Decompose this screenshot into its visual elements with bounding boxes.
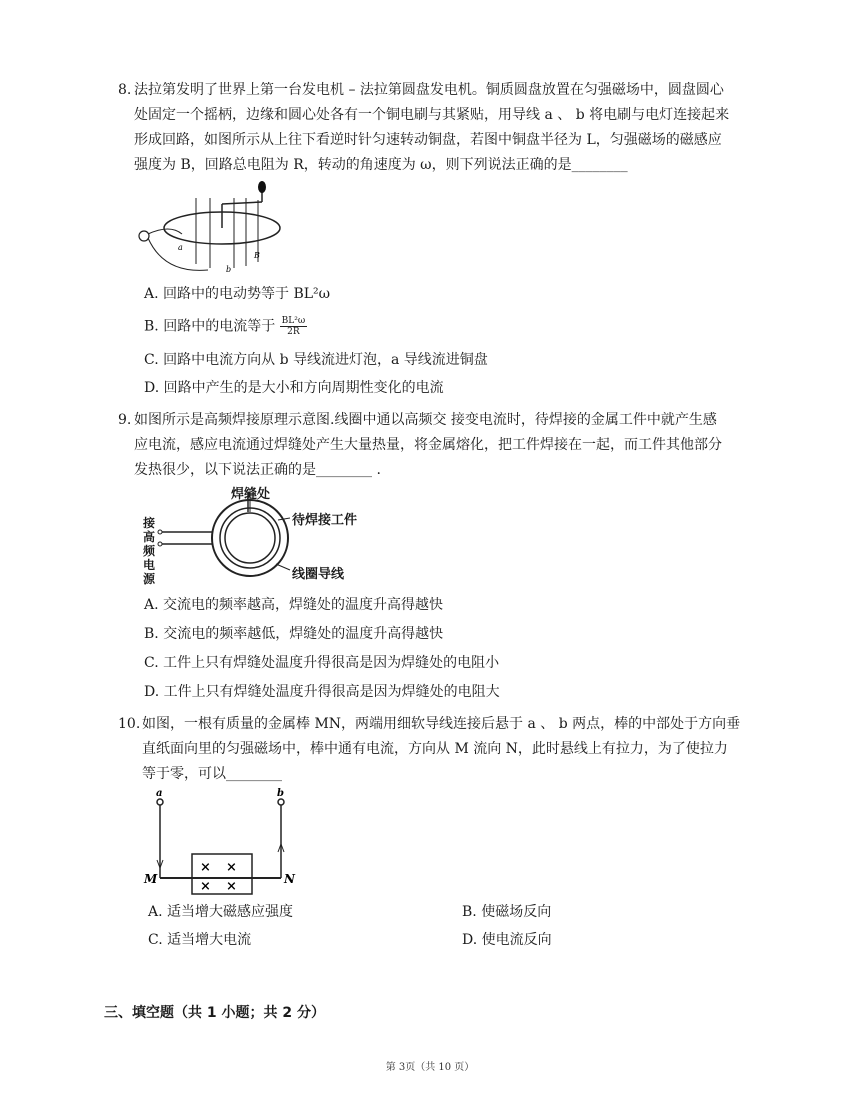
q10-option-c[interactable]: C. 适当增大电流 bbox=[148, 932, 252, 948]
fraction-numerator: BL²ω bbox=[281, 316, 306, 326]
option-b-prefix: B. 回路中的电流等于 bbox=[144, 318, 276, 335]
question-text-line: 法拉第发明了世界上第一台发电机 – 法拉第圆盘发电机。铜质圆盘放置在匀强磁场中，圆盘圆心 bbox=[134, 82, 724, 98]
question-8 bbox=[120, 78, 760, 178]
q10-option-a[interactable]: A. 适当增大磁感应强度 bbox=[148, 904, 294, 920]
label-a: a bbox=[178, 243, 183, 252]
cross-icon: × bbox=[226, 879, 237, 894]
cross-icon: × bbox=[226, 860, 237, 875]
section-heading: 三、填空题（共 1 小题；共 2 分） bbox=[104, 1005, 325, 1021]
q8-option-d[interactable]: D. 回路中产生的是大小和方向周期性变化的电流 bbox=[144, 380, 444, 396]
question-10 bbox=[120, 712, 760, 787]
question-number: 9. bbox=[118, 412, 132, 428]
question-text-line: 直纸面向里的匀强磁场中，棒中通有电流，方向从 M 流向 N，此时悬线上有拉力，为了使拉力 bbox=[142, 741, 728, 757]
faraday-disc-figure bbox=[134, 178, 284, 278]
cross-icon: × bbox=[200, 860, 211, 875]
q9-option-c[interactable]: C. 工件上只有焊缝处温度升得很高是因为焊缝处的电阻小 bbox=[144, 655, 500, 671]
q8-option-b[interactable] bbox=[144, 316, 307, 337]
label-weld: 焊缝处 bbox=[231, 487, 271, 502]
label-workpiece: 待焊接工件 bbox=[292, 513, 358, 528]
question-text-line: 如图所示是高频焊接原理示意图.线圈中通以高频交 接变电流时，待焊接的金属工件中就产生感 bbox=[134, 412, 717, 428]
fraction-denominator: 2R bbox=[287, 327, 300, 337]
question-number: 10. bbox=[118, 716, 141, 732]
q9-option-d[interactable]: D. 工件上只有焊缝处温度升得很高是因为焊缝处的电阻大 bbox=[144, 684, 500, 700]
question-text-line: 处固定一个摇柄，边缘和圆心处各有一个铜电刷与其紧贴，用导线 a 、 b 将电刷与电灯连接起来 bbox=[134, 107, 730, 123]
label-b: b bbox=[277, 788, 284, 799]
q8-option-c[interactable]: C. 回路中电流方向从 b 导线流进灯泡，a 导线流进铜盘 bbox=[144, 352, 488, 368]
q9-option-a[interactable]: A. 交流电的频率越高，焊缝处的温度升高得越快 bbox=[144, 597, 444, 613]
metal-rod-figure bbox=[140, 786, 310, 896]
label-b: b bbox=[226, 265, 232, 274]
cross-icon: × bbox=[200, 879, 211, 894]
question-text-line: 如图，一根有质量的金属棒 MN，两端用细软导线连接后悬于 a 、 b 两点，棒的中部处于方向垂 bbox=[142, 716, 741, 732]
question-text-line: 应电流，感应电流通过焊缝处产生大量热量，将金属熔化，把工件焊接在一起，而工件其他部分 bbox=[134, 437, 722, 453]
question-9 bbox=[120, 408, 760, 483]
question-text-line: 等于零，可以________ bbox=[142, 766, 282, 782]
label-M: M bbox=[144, 872, 158, 886]
q9-option-b[interactable]: B. 交流电的频率越低，焊缝处的温度升高得越快 bbox=[144, 626, 444, 642]
page-footer: 第 3页（共 10 页） bbox=[385, 1062, 475, 1073]
label-source: 接 高 频 电 源 bbox=[143, 516, 156, 586]
question-text-line: 发热很少，以下说法正确的是________ . bbox=[134, 462, 381, 478]
label-coil: 线圈导线 bbox=[292, 567, 345, 582]
label-B: B bbox=[254, 251, 260, 260]
label-N: N bbox=[284, 872, 295, 886]
question-number: 8. bbox=[118, 82, 132, 98]
q10-option-b[interactable]: B. 使磁场反向 bbox=[462, 904, 552, 920]
q10-option-d[interactable]: D. 使电流反向 bbox=[462, 932, 552, 948]
label-a: a bbox=[156, 788, 163, 799]
q8-option-a[interactable]: A. 回路中的电动势等于 BL²ω bbox=[144, 286, 331, 302]
fraction bbox=[280, 316, 308, 337]
question-text-line: 形成回路，如图所示从上往下看逆时针匀速转动铜盘，若图中铜盘半径为 L，匀强磁场的磁感应 bbox=[134, 132, 722, 148]
question-text-line: 强度为 B，回路总电阻为 R，转动的角速度为 ω，则下列说法正确的是________ bbox=[134, 157, 628, 173]
